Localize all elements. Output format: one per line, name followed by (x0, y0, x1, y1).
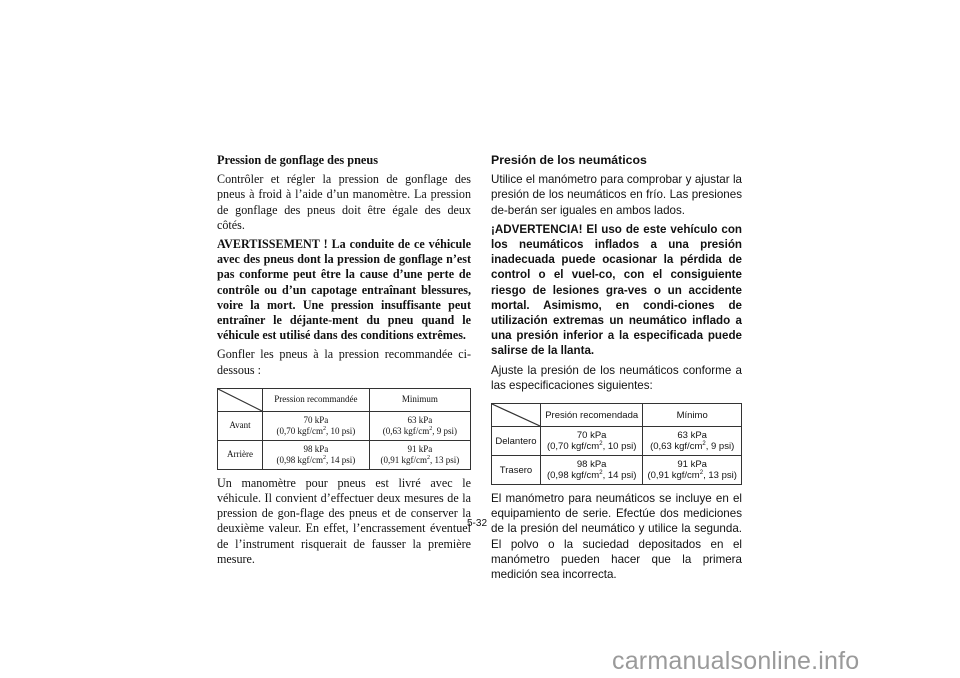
table-corner-cell (218, 388, 263, 411)
minimum-value (643, 427, 742, 456)
row-label: Delantero (492, 427, 541, 456)
column-header-minimum: Minimum (369, 388, 470, 411)
table-header-row (218, 388, 471, 411)
recommended-value (541, 456, 643, 485)
diagonal-line (492, 404, 540, 426)
row-label: Trasero (492, 456, 541, 485)
value-kpa: 98 kPa (303, 443, 329, 454)
value-conversion: (0,63 kgf/$cm^2$, 9 psi) (382, 425, 457, 436)
minimum-value (643, 456, 742, 485)
value-kpa: 91 kPa (407, 443, 433, 454)
diagonal-line (218, 389, 262, 411)
table-row (218, 440, 471, 469)
warning-paragraph-es: ¡ADVERTENCIA! El uso de este vehículo con los neumáticos inflados a una presión inadecuada puede ocasionar la pérdida de control o el vuel-co, con el consiguiente riesgo de lesiones gra-ves o un accidente mortal. Asimismo, en condi-ciones de utilización extremas un neumático inflado a una presión inferior a la especificada puede salirse de la llanta. (491, 222, 742, 358)
french-column (217, 153, 471, 571)
table-row (492, 427, 742, 456)
warning-paragraph-fr: AVERTISSEMENT ! La conduite de ce véhicule avec des pneus dont la pression de gonflage n’est pas conforme peut être la cause d’une perte de contrôle ou d’un capotage entraînant blessures, voire la mort. Une pression insuffisante peut entraîner le déjante-ment du pneu quand le véhicule est utilisé dans des conditions extrêmes. (217, 237, 471, 343)
recommended-value (541, 427, 643, 456)
minimum-value (369, 440, 470, 469)
table-row (218, 411, 471, 440)
page-number: 5-32 (467, 518, 488, 529)
value-kpa: 63 kPa (677, 430, 707, 442)
row-label: Arrière (218, 440, 263, 469)
closing-paragraph-fr: Un manomètre pour pneus est livré avec le véhicule. Il convient d’effectuer deux mesures de la pression de gon-flage des pneus et de conserver la deuxième valeur. En effet, l’encrassement éventuel de l’instrument risquerait de fausser la première mesure. (217, 475, 471, 566)
column-header-recommended: Presión recomendada (541, 404, 643, 427)
value-conversion: (0,98 kgf/$cm^2$, 14 psi) (546, 469, 637, 482)
table-corner-cell (492, 404, 541, 427)
intro-paragraph-es: Utilice el manómetro para comprobar y ajustar la presión de los neumáticos en frío. Las presiones de-berán ser iguales en ambos lados. (491, 173, 742, 217)
minimum-value (369, 411, 470, 440)
value-kpa: 98 kPa (576, 459, 607, 471)
recommended-value (263, 440, 370, 469)
intro-paragraph-fr: Contrôler et régler la pression de gonflage des pneus à froid à l’aide d’un manomètre. La pression de gonflage des pneus doit être égale des deux côtés. (217, 172, 471, 232)
value-conversion: (0,70 kgf/$cm^2$, 10 psi) (546, 440, 637, 453)
value-conversion: (0,63 kgf/$cm^2$, 9 psi) (650, 440, 735, 453)
column-header-minimum: Mínimo (643, 404, 742, 427)
pressure-table-fr (217, 388, 471, 470)
value-conversion: (0,91 kgf/$cm^2$, 13 psi) (380, 454, 460, 465)
instruction-paragraph-fr: Gonfler les pneus à la pression recommandée ci-dessous : (217, 347, 471, 377)
section-heading-es: Presión de los neumáticos (491, 153, 647, 167)
pressure-table-es (491, 403, 742, 485)
value-kpa: 70 kPa (303, 414, 329, 425)
value-kpa: 63 kPa (407, 414, 433, 425)
value-kpa: 70 kPa (576, 430, 607, 442)
table-row (492, 456, 742, 485)
recommended-value (263, 411, 370, 440)
table-header-row (492, 404, 742, 427)
column-header-recommended: Pression recommandée (263, 388, 370, 411)
value-kpa: 91 kPa (677, 459, 707, 471)
value-conversion: (0,70 kgf/$cm^2$, 10 psi) (276, 425, 356, 436)
closing-paragraph-es: El manómetro para neumáticos se incluye en el equipamiento de serie. Efectúe dos mediciones de la presión del neumático y utilice la segunda. El polvo o la suciedad depositados en el manómetro pueden hacer que la primera medición sea incorrecta. (491, 492, 742, 582)
row-label: Avant (218, 411, 263, 440)
value-conversion: (0,91 kgf/$cm^2$, 13 psi) (647, 469, 737, 482)
spanish-column (491, 153, 742, 586)
section-heading-fr: Pression de gonflage des pneus (217, 153, 379, 167)
value-conversion: (0,98 kgf/$cm^2$, 14 psi) (276, 454, 356, 465)
instruction-paragraph-es: Ajuste la presión de los neumáticos conforme a las especificaciones siguientes: (491, 363, 742, 392)
watermark: carmanualsonline.info (612, 647, 860, 675)
